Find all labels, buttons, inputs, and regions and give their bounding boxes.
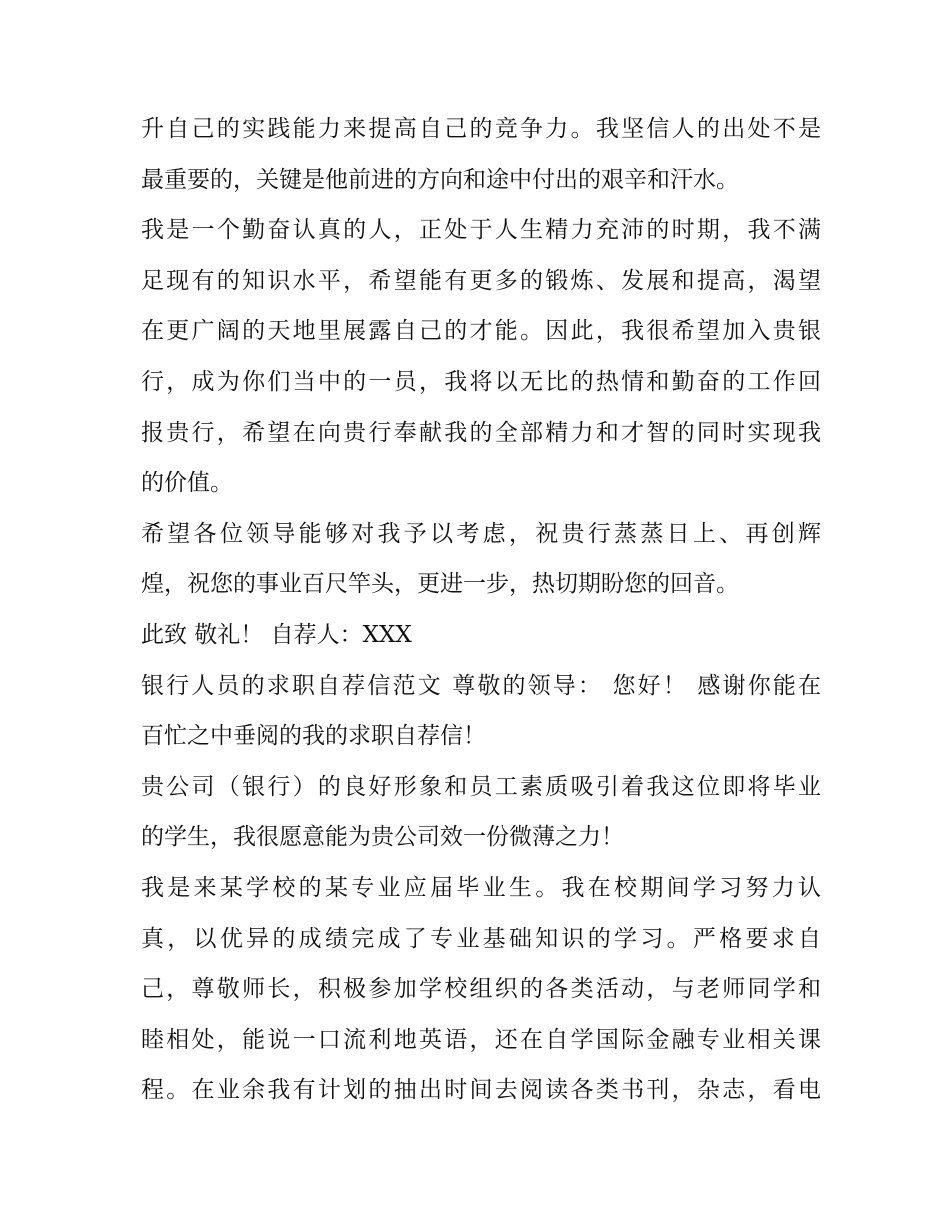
text-line: 升自己的实践能力来提高自己的竞争力。我坚信人的出处不是: [141, 116, 821, 142]
text-line: 睦相处，能说一口流利地英语，还在自学国际金融专业相关课: [141, 1026, 821, 1053]
text-line: 希望各位领导能够对我予以考虑，祝贵行蒸蒸日上、再创辉: [141, 520, 821, 547]
text-line: 煌，祝您的事业百尺竿头，更进一步，热切期盼您的回音。: [141, 571, 739, 598]
text-line: 我是一个勤奋认真的人，正处于人生精力充沛的时期，我不满: [141, 217, 821, 244]
text-line: 报贵行，希望在向贵行奉献我的全部精力和才智的同时实现我: [141, 419, 821, 446]
text-line: 的学生，我很愿意能为贵公司效一份微薄之力！: [141, 824, 624, 851]
text-line: 最重要的，关键是他前进的方向和途中付出的艰辛和汗水。: [141, 166, 739, 193]
document-body: [141, 104, 821, 1116]
text-line: 真，以优异的成绩完成了专业基础知识的学习。严格要求自: [141, 925, 821, 952]
text-line: 我是来某学校的某专业应届毕业生。我在校期间学习努力认: [141, 874, 821, 901]
text-line: 在更广阔的天地里展露自己的才能。因此，我很希望加入贵银: [141, 318, 821, 345]
text-line: 行，成为你们当中的一员，我将以无比的热情和勤奋的工作回: [141, 368, 821, 395]
text-line: 此致 敬礼！ 自荐人：XXX: [141, 621, 412, 648]
text-line: 足现有的知识水平，希望能有更多的锻炼、发展和提高，渴望: [141, 267, 821, 294]
text-line: 银行人员的求职自荐信范文 尊敬的领导： 您好！ 感谢你能在: [141, 672, 821, 699]
text-line: 己，尊敬师长，积极参加学校组织的各类活动，与老师同学和: [141, 976, 821, 1003]
text-line: 贵公司（银行）的良好形象和员工素质吸引着我这位即将毕业: [141, 773, 821, 800]
text-line: 百忙之中垂阅的我的求职自荐信！: [141, 723, 486, 750]
text-line: 程。在业余我有计划的抽出时间去阅读各类书刊，杂志，看电: [141, 1077, 821, 1104]
text-line: 的价值。: [141, 470, 233, 497]
